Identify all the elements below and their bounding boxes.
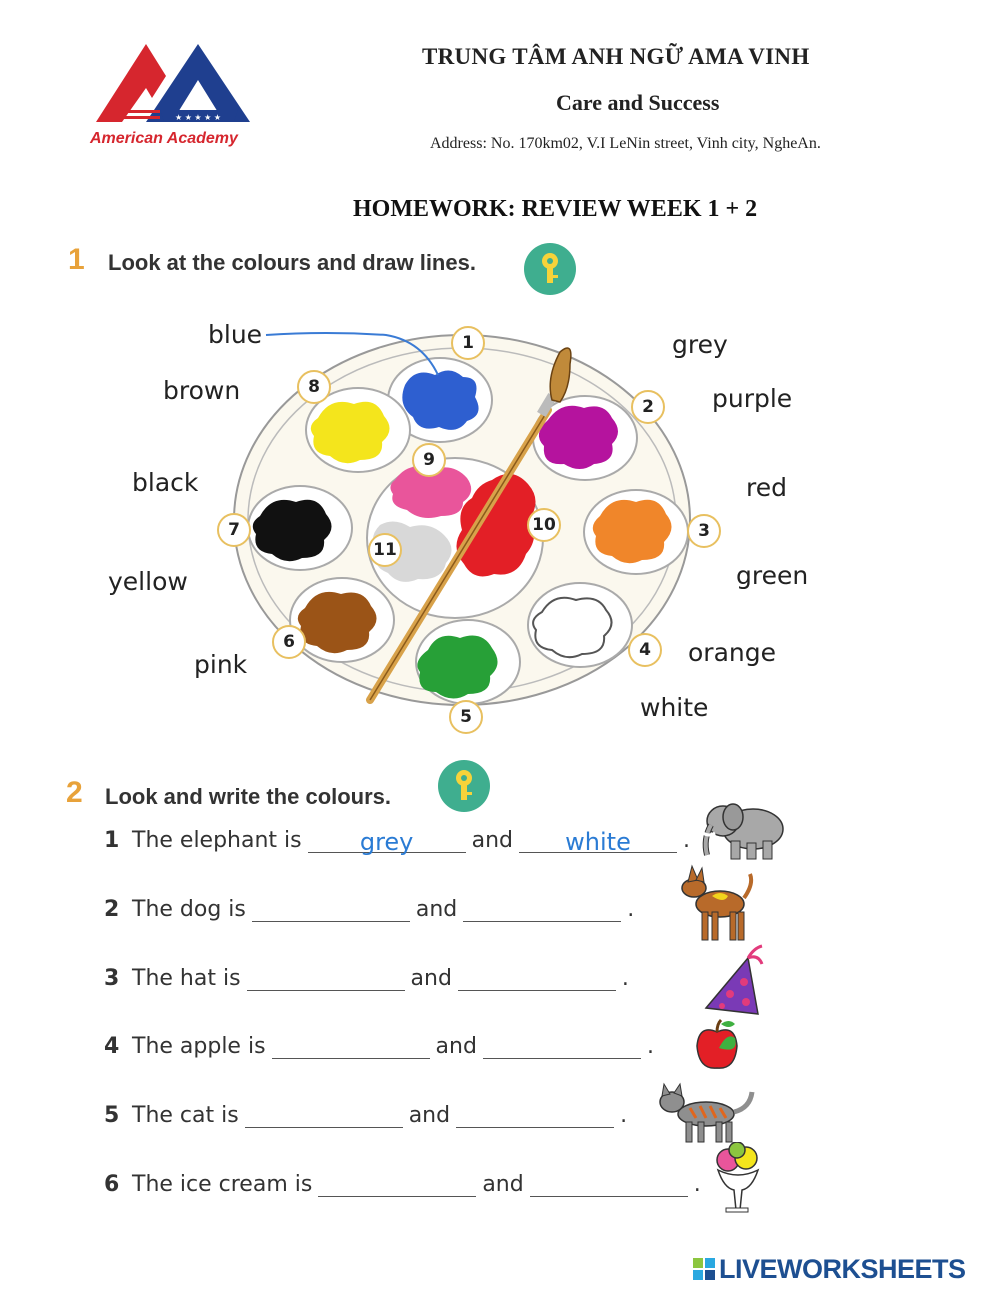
sentence-row-6: 6 The ice cream is and . bbox=[104, 1172, 701, 1197]
palette-number-6: 6 bbox=[272, 625, 306, 659]
palette-number-8: 8 bbox=[297, 370, 331, 404]
cat-icon bbox=[656, 1082, 756, 1144]
answer-blank[interactable]: white bbox=[519, 828, 677, 853]
word-orange: orange bbox=[688, 638, 776, 667]
answer-blank[interactable] bbox=[530, 1172, 688, 1197]
palette-number-10: 10 bbox=[527, 508, 561, 542]
key-icon bbox=[438, 760, 490, 812]
palette-number-2: 2 bbox=[631, 390, 665, 424]
apple-icon bbox=[693, 1018, 741, 1070]
word-green: green bbox=[736, 561, 809, 590]
answer-blank[interactable] bbox=[252, 897, 410, 922]
sentence-row-3: 3 The hat is and . bbox=[104, 966, 629, 991]
academy-logo bbox=[88, 40, 258, 155]
answer-blank[interactable] bbox=[318, 1172, 476, 1197]
sentence-row-2: 2 The dog is and . bbox=[104, 897, 635, 922]
center-subtitle: Care and Success bbox=[556, 90, 720, 115]
word-red: red bbox=[746, 473, 787, 502]
word-brown: brown bbox=[163, 376, 241, 405]
word-yellow: yellow bbox=[108, 567, 188, 596]
logo-text: American Academy bbox=[90, 130, 238, 147]
liveworksheets-mark-icon bbox=[693, 1256, 715, 1278]
liveworksheets-logo bbox=[693, 1254, 966, 1285]
palette-number-1: 1 bbox=[451, 326, 485, 360]
dog-icon bbox=[678, 862, 758, 944]
answer-blank[interactable]: grey bbox=[308, 828, 466, 853]
svg-text:★ ★ ★ ★ ★: ★ ★ ★ ★ ★ bbox=[174, 113, 222, 122]
answer-blank[interactable] bbox=[247, 966, 405, 991]
section1-instruction: Look at the colours and draw lines. bbox=[108, 250, 476, 275]
answer-blank[interactable] bbox=[456, 1103, 614, 1128]
palette-number-4: 4 bbox=[628, 633, 662, 667]
sentence-row-5: 5 The cat is and . bbox=[104, 1103, 628, 1128]
homework-title: HOMEWORK: REVIEW WEEK 1 + 2 bbox=[353, 196, 758, 222]
example-connector-line bbox=[260, 325, 460, 385]
section2-number: 2 bbox=[66, 776, 83, 809]
palette-number-7: 7 bbox=[217, 513, 251, 547]
palette-number-3: 3 bbox=[687, 514, 721, 548]
answer-blank[interactable] bbox=[483, 1034, 641, 1059]
word-grey: grey bbox=[672, 330, 728, 359]
palette-number-9: 9 bbox=[412, 443, 446, 477]
party-hat-icon bbox=[700, 942, 765, 1022]
sentence-row-1: 1 The elephant is grey and white . bbox=[104, 828, 691, 856]
elephant-icon bbox=[695, 795, 790, 863]
word-purple: purple bbox=[712, 384, 793, 413]
center-title: TRUNG TÂM ANH NGỮ AMA VINH bbox=[422, 44, 810, 69]
word-pink: pink bbox=[194, 650, 248, 679]
key-icon bbox=[524, 243, 576, 295]
word-black: black bbox=[132, 468, 199, 497]
answer-blank[interactable] bbox=[463, 897, 621, 922]
answer-blank[interactable] bbox=[245, 1103, 403, 1128]
answer-blank[interactable] bbox=[458, 966, 616, 991]
word-blue: blue bbox=[208, 320, 263, 349]
center-address: Address: No. 170km02, V.I LeNin street, Vinh city, NgheAn. bbox=[430, 135, 821, 152]
section1-number: 1 bbox=[68, 243, 85, 276]
word-white: white bbox=[640, 693, 709, 722]
blob-white bbox=[533, 598, 611, 657]
liveworksheets-text: LIVEWORKSHEETS bbox=[719, 1254, 966, 1284]
palette-number-5: 5 bbox=[449, 700, 483, 734]
answer-blank[interactable] bbox=[272, 1034, 430, 1059]
section2-instruction: Look and write the colours. bbox=[105, 784, 392, 809]
sentence-row-4: 4 The apple is and . bbox=[104, 1034, 654, 1059]
blob-orange bbox=[593, 500, 672, 563]
ice-cream-icon bbox=[710, 1142, 766, 1216]
palette-number-11: 11 bbox=[368, 533, 402, 567]
